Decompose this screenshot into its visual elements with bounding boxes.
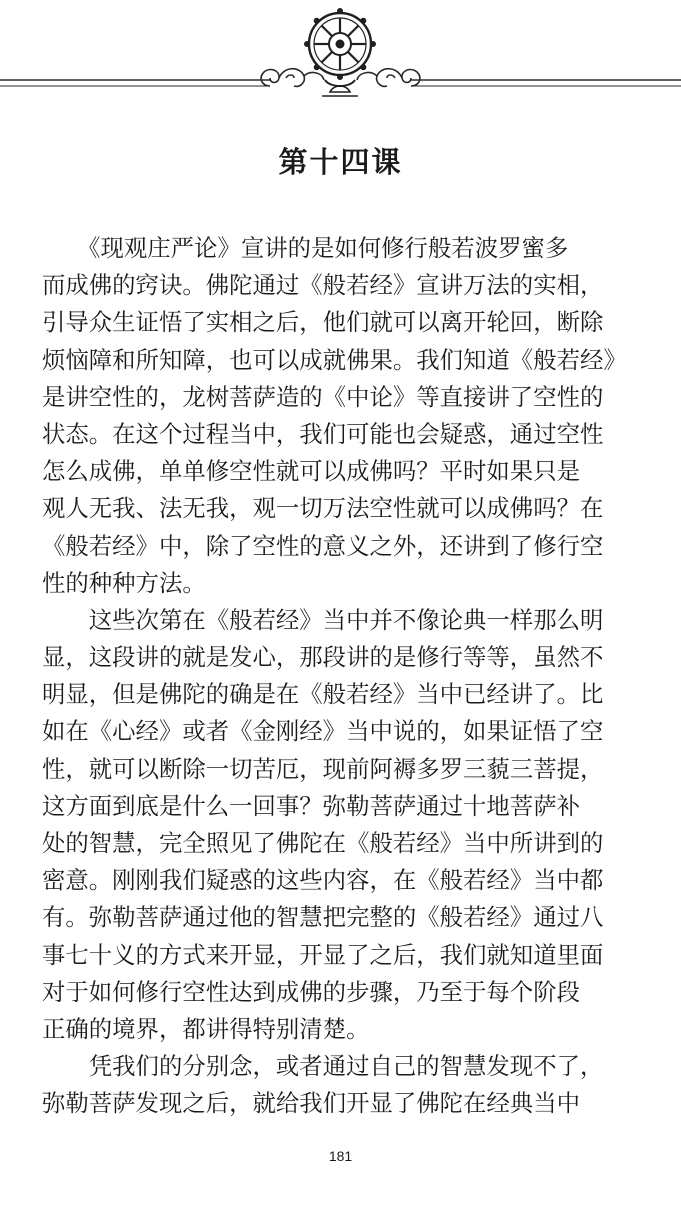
text-line: 这方面到底是什么一回事？弥勒菩萨通过十地菩萨补 bbox=[42, 791, 580, 820]
text-line: 是讲空性的，龙树菩萨造的《中论》等直接讲了空性的 bbox=[42, 382, 604, 411]
text-line: 正确的境界，都讲得特别清楚。 bbox=[42, 1014, 370, 1043]
text-line: 事七十义的方式来开显，开显了之后，我们就知道里面 bbox=[42, 940, 604, 969]
text-line: 明显，但是佛陀的确是在《般若经》当中已经讲了。比 bbox=[42, 680, 604, 709]
page-number: 181 bbox=[328, 1148, 353, 1164]
right-cloud-scroll-icon bbox=[357, 69, 420, 87]
text-line: 如在《心经》或者《金刚经》当中说的，如果证悟了空 bbox=[42, 717, 604, 746]
text-line: 怎么成佛，单单修空性就可以成佛吗？平时如果只是 bbox=[42, 457, 580, 486]
text-line: 显，这段讲的就是发心，那段讲的是修行等等，虽然不 bbox=[42, 643, 604, 672]
text-line: 观人无我、法无我，观一切万法空性就可以成佛吗？在 bbox=[42, 494, 604, 523]
text-line: 而成佛的窍诀。佛陀通过《般若经》宣讲万法的实相， bbox=[42, 271, 604, 300]
dharma-wheel-header-ornament bbox=[0, 0, 681, 110]
text-line: 状态。在这个过程当中，我们可能也会疑惑，通过空性 bbox=[42, 419, 604, 448]
text-line: 对于如何修行空性达到成佛的步骤，乃至于每个阶段 bbox=[42, 977, 580, 1006]
text-line: 引导众生证悟了实相之后，他们就可以离开轮回，断除 bbox=[42, 308, 604, 337]
left-cloud-scroll-icon bbox=[261, 69, 324, 87]
text-line: 性的种种方法。 bbox=[42, 568, 206, 597]
text-line: 《般若经》中，除了空性的意义之外，还讲到了修行空 bbox=[42, 531, 604, 560]
chapter-title: 第十四课 bbox=[278, 145, 403, 179]
body-text bbox=[42, 230, 648, 1123]
text-line: 密意。刚刚我们疑惑的这些内容，在《般若经》当中都 bbox=[42, 866, 604, 895]
dharma-wheel-icon bbox=[304, 8, 376, 96]
text-line: 这些次第在《般若经》当中并不像论典一样那么明 bbox=[42, 605, 604, 634]
text-line: 弥勒菩萨发现之后，就给我们开显了佛陀在经典当中 bbox=[42, 1089, 580, 1118]
text-line: 凭我们的分别念，或者通过自己的智慧发现不了， bbox=[42, 1052, 604, 1081]
text-line: 有。弥勒菩萨通过他的智慧把完整的《般若经》通过八 bbox=[42, 903, 604, 932]
text-line: 处的智慧，完全照见了佛陀在《般若经》当中所讲到的 bbox=[42, 829, 604, 857]
text-line: 性，就可以断除一切苦厄，现前阿褥多罗三藐三菩提， bbox=[42, 754, 604, 783]
text-line: 烦恼障和所知障，也可以成就佛果。我们知道《般若经》 bbox=[42, 345, 627, 374]
text-line: 《现观庄严论》宣讲的是如何修行般若波罗蜜多 bbox=[42, 234, 569, 262]
